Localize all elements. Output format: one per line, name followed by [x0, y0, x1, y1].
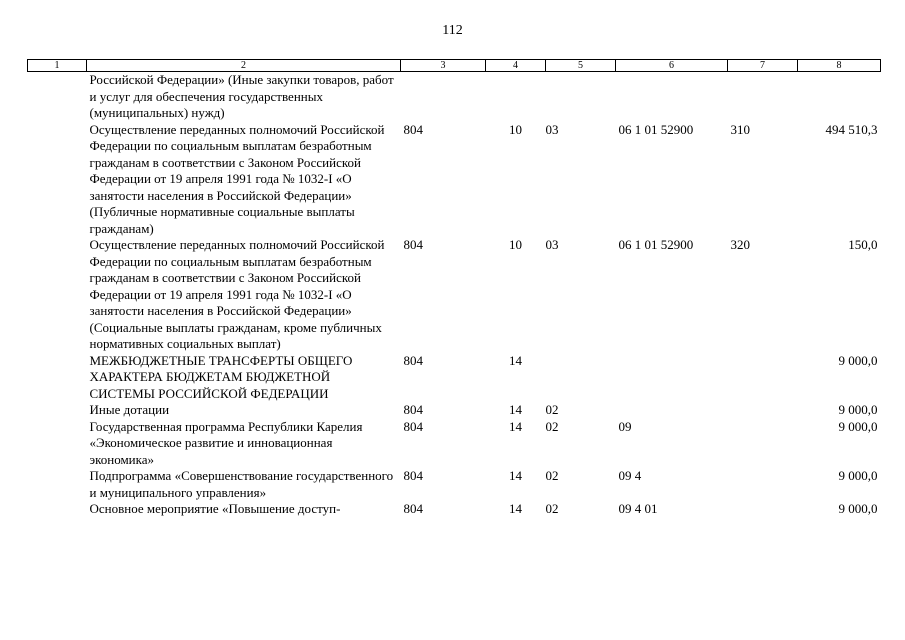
row-blank-cell — [28, 72, 87, 122]
row-expense — [728, 353, 798, 403]
header-col-8: 8 — [798, 60, 881, 72]
row-section: 14 — [509, 468, 522, 483]
row-blank-cell — [28, 353, 87, 403]
row-expense — [728, 468, 798, 501]
row-ministry: 804 — [403, 402, 423, 417]
row-expense — [728, 501, 798, 518]
row-expense — [728, 419, 798, 469]
row-amount: 9 000,0 — [838, 402, 878, 417]
row-target — [616, 72, 728, 122]
row-section: 14 — [509, 352, 522, 368]
row-blank-cell — [28, 402, 87, 419]
row-name: Подпрограмма «Совершенствование государственного и муниципального управления» — [89, 468, 394, 500]
row-expense — [728, 402, 798, 419]
row-ministry: 804 — [403, 352, 423, 368]
header-col-2: 2 — [87, 60, 401, 72]
row-name: Осуществление переданных полномочий Российской Федерации по социальным выплатам безработным гражданам в соответствии с Законом Российской Федерации от 19 апреля 1991 года № 1032-I «О занятости населения в Российской Федерации» (Социальные выплаты гражданам, кроме публичных нормативных социальных выплат) — [89, 237, 385, 351]
row-section: 10 — [509, 237, 522, 252]
header-col-1: 1 — [28, 60, 87, 72]
table-row — [28, 419, 881, 469]
row-expense: 310 — [730, 121, 750, 137]
row-blank-cell — [28, 501, 87, 518]
row-target: 06 1 01 52900 — [618, 121, 694, 137]
row-ministry: 804 — [403, 501, 423, 516]
row-ministry: 804 — [403, 468, 423, 483]
row-name: Государственная программа Республики Карелия «Экономическое развитие и инновационная экономика» — [89, 418, 363, 467]
page-number: 112 — [442, 23, 463, 38]
row-subsection — [546, 72, 616, 122]
row-blank-cell — [28, 122, 87, 238]
row-amount: 150,0 — [848, 237, 878, 252]
table-body — [28, 72, 881, 518]
row-subsection: 02 — [545, 468, 559, 483]
row-amount: 9 000,0 — [838, 352, 878, 368]
table-row — [28, 402, 881, 419]
row-ministry — [401, 72, 486, 122]
table-row — [28, 72, 881, 122]
row-blank-cell — [28, 468, 87, 501]
table-row — [28, 353, 881, 403]
row-ministry: 804 — [403, 418, 423, 434]
header-col-5: 5 — [546, 60, 616, 72]
row-ministry: 804 — [403, 121, 423, 137]
row-subsection: 02 — [545, 402, 559, 417]
row-subsection: 02 — [545, 418, 559, 434]
row-section: 14 — [509, 501, 522, 516]
row-expense — [728, 72, 798, 122]
row-subsection: 03 — [545, 237, 559, 252]
row-subsection — [546, 353, 616, 403]
row-target: 09 4 01 — [618, 501, 658, 516]
header-col-3: 3 — [401, 60, 486, 72]
row-target: 06 1 01 52900 — [618, 237, 694, 252]
row-name: МЕЖБЮДЖЕТНЫЕ ТРАНСФЕРТЫ ОБЩЕГО ХАРАКТЕРА БЮДЖЕТАМ БЮДЖЕТНОЙ СИСТЕМЫ РОССИЙСКОЙ ФЕДЕРАЦИИ — [89, 352, 353, 401]
header-col-7: 7 — [728, 60, 798, 72]
row-ministry: 804 — [403, 237, 423, 252]
header-col-4: 4 — [486, 60, 546, 72]
row-target: 09 4 — [618, 468, 642, 483]
row-section: 10 — [509, 121, 522, 137]
row-target: 09 — [618, 418, 632, 434]
row-target — [616, 402, 728, 419]
row-name: Основное мероприятие «Повышение доступ- — [89, 501, 341, 516]
row-expense: 320 — [730, 237, 750, 252]
header-row — [28, 60, 881, 72]
table-row — [28, 237, 881, 353]
row-amount: 494 510,3 — [825, 121, 878, 137]
table-row — [28, 468, 881, 501]
row-section: 14 — [509, 418, 522, 434]
row-section — [486, 72, 546, 122]
table-row — [28, 501, 881, 518]
row-name: Российской Федерации» (Иные закупки товаров, работ и услуг для обеспечения государственных (муниципальных) нужд) — [89, 72, 394, 120]
row-amount: 9 000,0 — [838, 501, 878, 516]
header-col-6: 6 — [616, 60, 728, 72]
row-subsection: 03 — [545, 121, 559, 137]
table-header — [28, 60, 881, 72]
row-amount: 9 000,0 — [838, 418, 878, 434]
table-row — [28, 122, 881, 238]
row-name: Осуществление переданных полномочий Российской Федерации по социальным выплатам безработным гражданам в соответствии с Законом Российской Федерации от 19 апреля 1991 года № 1032-I «О занятости населения в Российской Федерации» (Публичные нормативные социальные выплаты гражданам) — [89, 121, 385, 236]
row-amount: 9 000,0 — [838, 468, 878, 483]
row-name: Иные дотации — [89, 402, 170, 417]
row-blank-cell — [28, 237, 87, 353]
row-section: 14 — [509, 402, 522, 417]
budget-table — [27, 59, 881, 518]
row-subsection: 02 — [545, 501, 559, 516]
row-amount — [798, 72, 881, 122]
row-target — [616, 353, 728, 403]
row-blank-cell — [28, 419, 87, 469]
